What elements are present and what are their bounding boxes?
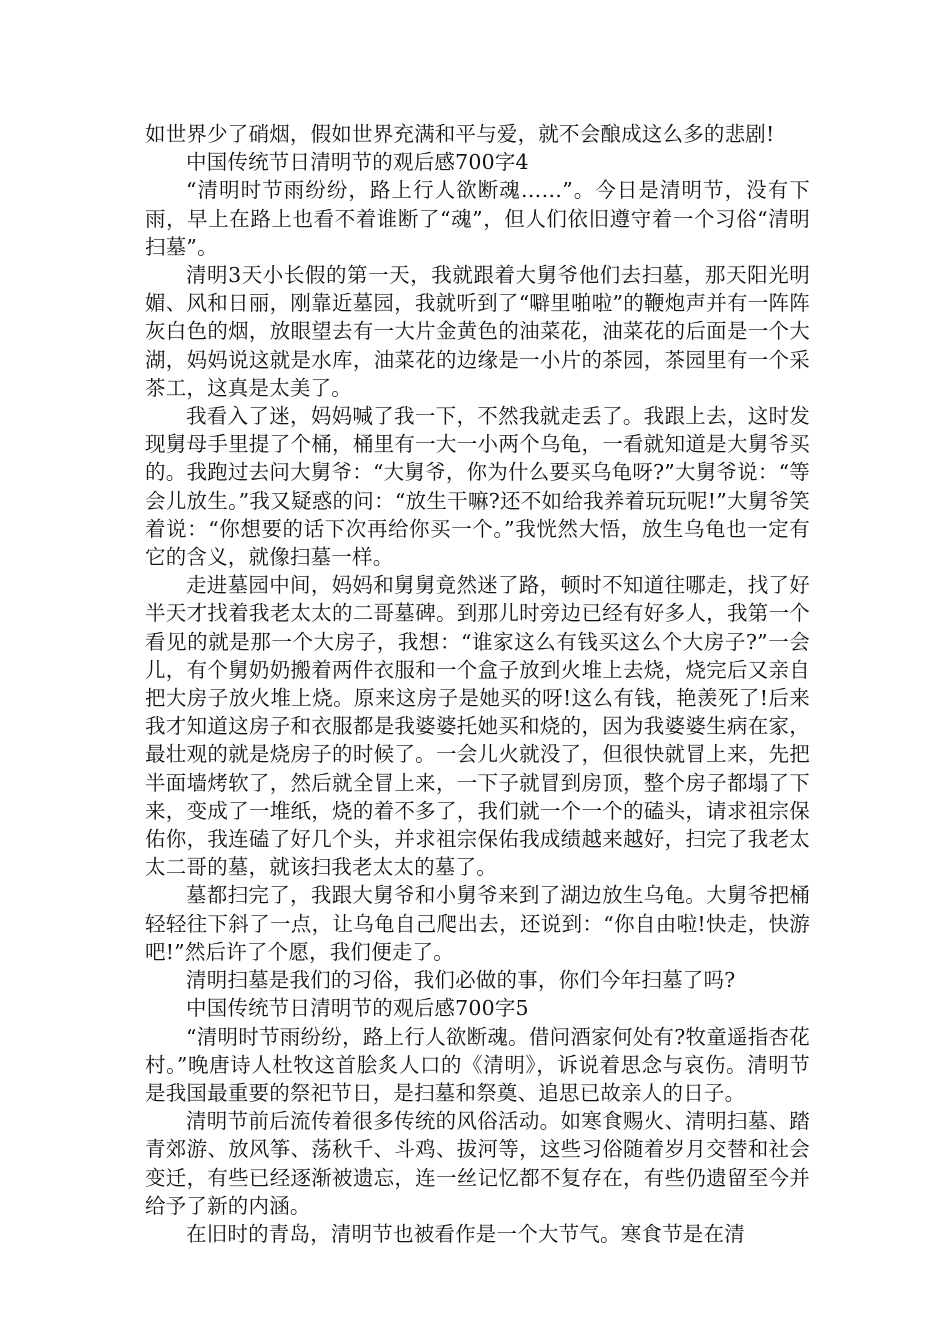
paragraph: 清明3天小长假的第一天，我就跟着大舅爷他们去扫墓，那天阳光明媚、风和日丽，刚靠近墓园，我就听到了“噼里啪啦”的鞭炮声并有一阵阵灰白色的烟，放眼望去有一大片金黄色的油菜花，油菜花的后面是一个大湖，妈妈说这就是水库，油菜花的边缘是一小片的茶园，茶园里有一个采茶工，这真是太美了。 — [145, 263, 810, 400]
paragraph-continuation: 如世界少了硝烟，假如世界充满和平与爱，就不会酿成这么多的悲剧! — [145, 122, 775, 146]
section-heading-4: 中国传统节日清明节的观后感700字4 — [186, 150, 529, 175]
document-body — [145, 120, 810, 1248]
paragraph: 清明节前后流传着很多传统的风俗活动。如寒食赐火、清明扫墓、踏青郊游、放风筝、荡秋千、斗鸡、拔河等，这些习俗随着岁月交替和社会变迁，有些已经逐渐被遗忘，连一丝记忆都不复存在，有些仍遗留至今并给予了新的内涵。 — [145, 1109, 810, 1218]
paragraph-truncated: 在旧时的青岛，清明节也被看作是一个大节气。寒食节是在清 — [186, 1221, 745, 1246]
paragraph: 清明扫墓是我们的习俗，我们必做的事，你们今年扫墓了吗? — [186, 968, 736, 993]
paragraph: 走进墓园中间，妈妈和舅舅竟然迷了路，顿时不知道往哪走，找了好半天才找着我老太太的二哥墓碑。到那儿时旁边已经有好多人，我第一个看见的就是那一个大房子，我想：“谁家这么有钱买这么个大房子?”一会儿，有个舅奶奶搬着两件衣服和一个盒子放到火堆上去烧，烧完后又亲自把大房子放火堆上烧。原来这房子是她买的呀!这么有钱，艳羡死了!后来我才知道这房子和衣服都是我婆婆托她买和烧的，因为我婆婆生病在家，最壮观的就是烧房子的时候了。一会儿火就没了，但很快就冒上来，先把半面墙烤软了，然后就全冒上来，一下子就冒到房顶，整个房子都塌了下来，变成了一堆纸，烧的着不多了，我们就一个一个的磕头，请求祖宗保佑你，我连磕了好几个头，并求祖宗保佑我成绩越来越好，扫完了我老太太二哥的墓，就该扫我老太太的墓了。 — [145, 573, 810, 880]
paragraph: “清明时节雨纷纷，路上行人欲断魂。借问酒家何处有?牧童遥指杏花村。”晚唐诗人杜牧这首脍炙人口的《清明》，诉说着思念与哀伤。清明节是我国最重要的祭祀节日，是扫墓和祭奠、追思已故亲人的日子。 — [145, 1024, 810, 1105]
paragraph: 我看入了迷，妈妈喊了我一下，不然我就走丢了。我跟上去，这时发现舅母手里提了个桶，桶里有一大一小两个乌龟，一看就知道是大舅爷买的。我跑过去问大舅爷：“大舅爷，你为什么要买乌龟呀?”大舅爷说：“等会儿放生。”我又疑惑的问：“放生干嘛?还不如给我养着玩玩呢!”大舅爷笑着说：“你想要的话下次再给你买一个。”我恍然大悟，放生乌龟也一定有它的含义，就像扫墓一样。 — [145, 404, 810, 570]
section-heading-5: 中国传统节日清明节的观后感700字5 — [186, 996, 529, 1021]
paragraph: “清明时节雨纷纷，路上行人欲断魂……”。今日是清明节，没有下雨，早上在路上也看不着谁断了“魂”，但人们依旧遵守着一个习俗“清明扫墓”。 — [145, 178, 810, 259]
paragraph: 墓都扫完了，我跟大舅爷和小舅爷来到了湖边放生乌龟。大舅爷把桶轻轻往下斜了一点，让乌龟自己爬出去，还说到：“你自由啦!快走，快游吧!”然后许了个愿，我们便走了。 — [145, 883, 810, 964]
